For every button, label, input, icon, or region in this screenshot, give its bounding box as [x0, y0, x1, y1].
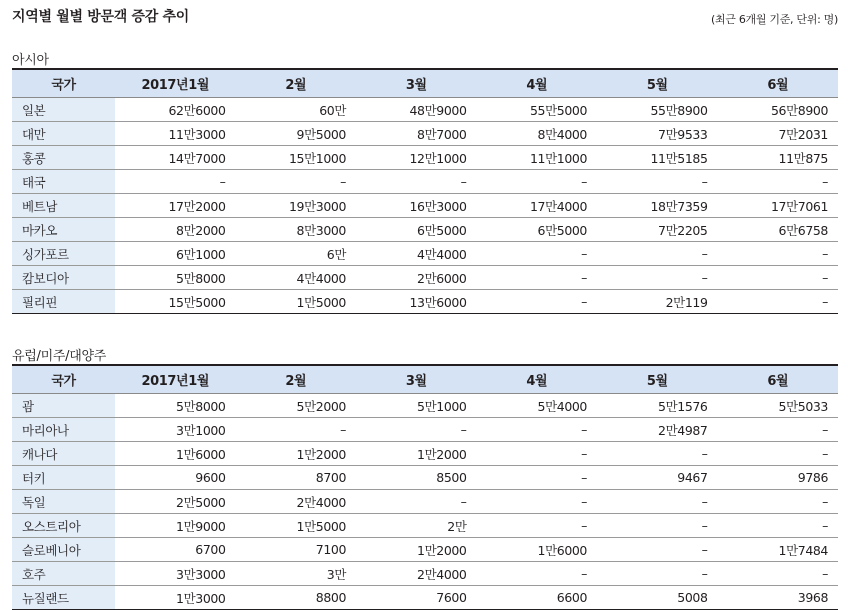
visitor-count-cell: 17만7061	[718, 194, 839, 218]
visitor-count-cell: 15만1000	[236, 146, 357, 170]
visitor-count-cell: –	[477, 266, 598, 290]
visitor-count-cell: 6만6758	[718, 218, 839, 242]
visitor-count-cell: 9786	[718, 466, 839, 490]
visitor-count-cell: 4만4000	[236, 266, 357, 290]
header-month: 6월	[718, 69, 839, 98]
visitor-count-cell: 2만119	[597, 290, 718, 314]
visitor-count-cell: 3968	[718, 586, 839, 610]
visitor-count-cell: 62만6000	[115, 98, 236, 122]
visitor-count-cell: –	[477, 466, 598, 490]
visitor-count-cell: 9600	[115, 466, 236, 490]
visitor-count-cell: 2만5000	[115, 490, 236, 514]
visitor-count-cell: 1만2000	[356, 442, 477, 466]
visitor-count-cell: –	[718, 266, 839, 290]
header-country: 국가	[12, 69, 115, 98]
visitor-count-cell: 48만9000	[356, 98, 477, 122]
visitor-count-cell: 6700	[115, 538, 236, 562]
visitor-count-cell: 1만6000	[477, 538, 598, 562]
table-row	[12, 146, 838, 170]
visitor-count-cell: 6만5000	[477, 218, 598, 242]
header-month: 4월	[477, 365, 598, 394]
visitor-count-cell: 2만	[356, 514, 477, 538]
visitor-count-cell: –	[477, 242, 598, 266]
header-month: 5월	[597, 69, 718, 98]
visitor-count-cell: 8만2000	[115, 218, 236, 242]
visitor-count-cell: 15만5000	[115, 290, 236, 314]
visitor-count-cell: 1만5000	[236, 514, 357, 538]
asia-visitor-table	[12, 68, 838, 314]
visitor-count-cell: 4만4000	[356, 242, 477, 266]
table-row	[12, 490, 838, 514]
visitor-count-cell: 8500	[356, 466, 477, 490]
table-row	[12, 194, 838, 218]
visitor-count-cell: 5만5033	[718, 394, 839, 418]
table-row	[12, 170, 838, 194]
visitor-count-cell: 2만4000	[356, 562, 477, 586]
unit-note: (최근 6개월 기준, 단위: 명)	[710, 13, 838, 26]
visitor-count-cell: 17만4000	[477, 194, 598, 218]
visitor-count-cell: –	[597, 490, 718, 514]
visitor-count-cell: 8800	[236, 586, 357, 610]
visitor-count-cell: 7600	[356, 586, 477, 610]
visitor-count-cell: –	[356, 418, 477, 442]
header-month: 4월	[477, 69, 598, 98]
visitor-count-cell: –	[236, 418, 357, 442]
visitor-count-cell: 8만7000	[356, 122, 477, 146]
visitor-count-cell: 19만3000	[236, 194, 357, 218]
visitor-count-cell: 16만3000	[356, 194, 477, 218]
visitor-count-cell: –	[718, 514, 839, 538]
header-country: 국가	[12, 365, 115, 394]
visitor-count-cell: 8700	[236, 466, 357, 490]
visitor-count-cell: 56만8900	[718, 98, 839, 122]
table-row	[12, 514, 838, 538]
visitor-count-cell: 17만2000	[115, 194, 236, 218]
header-month: 2월	[236, 69, 357, 98]
visitor-count-cell: –	[356, 170, 477, 194]
visitor-count-cell: –	[477, 418, 598, 442]
visitor-count-cell: –	[477, 514, 598, 538]
visitor-count-cell: 6600	[477, 586, 598, 610]
visitor-count-cell: 1만2000	[356, 538, 477, 562]
visitor-count-cell: 2만6000	[356, 266, 477, 290]
visitor-count-cell: –	[718, 290, 839, 314]
visitor-count-cell: 14만7000	[115, 146, 236, 170]
visitor-count-cell: 5만1576	[597, 394, 718, 418]
visitor-count-cell: 18만7359	[597, 194, 718, 218]
table-header-row	[12, 365, 838, 394]
country-cell: 홍콩	[12, 146, 115, 170]
section-title-asia: 아시아	[12, 53, 49, 68]
visitor-count-cell: 2만4000	[236, 490, 357, 514]
visitor-count-cell: –	[597, 562, 718, 586]
table-row	[12, 218, 838, 242]
visitor-count-cell: 12만1000	[356, 146, 477, 170]
table-row	[12, 586, 838, 610]
country-cell: 터키	[12, 466, 115, 490]
visitor-count-cell: 1만7484	[718, 538, 839, 562]
country-cell: 슬로베니아	[12, 538, 115, 562]
visitor-count-cell: 55만8900	[597, 98, 718, 122]
visitor-count-cell: –	[718, 442, 839, 466]
visitor-count-cell: –	[718, 170, 839, 194]
visitor-count-cell: 5만8000	[115, 394, 236, 418]
visitor-count-cell: –	[236, 170, 357, 194]
table-row	[12, 562, 838, 586]
header-month: 2월	[236, 365, 357, 394]
country-cell: 캐나다	[12, 442, 115, 466]
visitor-count-cell: 1만2000	[236, 442, 357, 466]
visitor-count-cell: 13만6000	[356, 290, 477, 314]
header-month: 2017년1월	[115, 69, 236, 98]
visitor-count-cell: 7만2031	[718, 122, 839, 146]
visitor-count-cell: 9467	[597, 466, 718, 490]
visitor-count-cell: 5만2000	[236, 394, 357, 418]
country-cell: 뉴질랜드	[12, 586, 115, 610]
table-row	[12, 290, 838, 314]
visitor-count-cell: 5만8000	[115, 266, 236, 290]
table-row	[12, 266, 838, 290]
visitor-count-cell: 60만	[236, 98, 357, 122]
visitor-count-cell: 7만9533	[597, 122, 718, 146]
visitor-count-cell: 11만1000	[477, 146, 598, 170]
visitor-count-cell: 3만1000	[115, 418, 236, 442]
visitor-count-cell: –	[477, 290, 598, 314]
header-month: 5월	[597, 365, 718, 394]
country-cell: 싱가포르	[12, 242, 115, 266]
visitor-count-cell: 6만5000	[356, 218, 477, 242]
visitor-count-cell: 1만9000	[115, 514, 236, 538]
country-cell: 필리핀	[12, 290, 115, 314]
visitor-count-cell: –	[356, 490, 477, 514]
visitor-count-cell: 11만875	[718, 146, 839, 170]
visitor-count-cell: 11만5185	[597, 146, 718, 170]
visitor-count-cell: 8만3000	[236, 218, 357, 242]
visitor-count-cell: –	[718, 418, 839, 442]
country-cell: 대만	[12, 122, 115, 146]
visitor-count-cell: –	[477, 170, 598, 194]
country-cell: 괌	[12, 394, 115, 418]
visitor-count-cell: –	[597, 538, 718, 562]
visitor-count-cell: 1만5000	[236, 290, 357, 314]
country-cell: 일본	[12, 98, 115, 122]
header-month: 6월	[718, 365, 839, 394]
country-cell: 베트남	[12, 194, 115, 218]
visitor-count-cell: –	[718, 562, 839, 586]
country-cell: 오스트리아	[12, 514, 115, 538]
visitor-count-cell: 3만	[236, 562, 357, 586]
visitor-count-cell: –	[597, 242, 718, 266]
table-row	[12, 98, 838, 122]
visitor-count-cell: 7만2205	[597, 218, 718, 242]
visitor-count-cell: 11만3000	[115, 122, 236, 146]
visitor-count-cell: –	[597, 266, 718, 290]
visitor-count-cell: 6만	[236, 242, 357, 266]
visitor-count-cell: 5만4000	[477, 394, 598, 418]
visitor-count-cell: –	[597, 514, 718, 538]
visitor-count-cell: 9만5000	[236, 122, 357, 146]
table-row	[12, 466, 838, 490]
table-header-row	[12, 69, 838, 98]
table-row	[12, 122, 838, 146]
visitor-count-cell: 55만5000	[477, 98, 598, 122]
header-month: 2017년1월	[115, 365, 236, 394]
visitor-count-cell: –	[115, 170, 236, 194]
table-row	[12, 538, 838, 562]
country-cell: 독일	[12, 490, 115, 514]
visitor-count-cell: 3만3000	[115, 562, 236, 586]
header-month: 3월	[356, 365, 477, 394]
visitor-count-cell: –	[477, 490, 598, 514]
visitor-count-cell: 6만1000	[115, 242, 236, 266]
visitor-count-cell: 1만3000	[115, 586, 236, 610]
table-row	[12, 418, 838, 442]
table-row	[12, 394, 838, 418]
header-month: 3월	[356, 69, 477, 98]
visitor-count-cell: –	[477, 442, 598, 466]
table-row	[12, 242, 838, 266]
europe-americas-oceania-visitor-table	[12, 364, 838, 610]
visitor-count-cell: 7100	[236, 538, 357, 562]
visitor-count-cell: –	[597, 442, 718, 466]
visitor-count-cell: 5만1000	[356, 394, 477, 418]
country-cell: 태국	[12, 170, 115, 194]
visitor-count-cell: –	[597, 170, 718, 194]
page-title: 지역별 월별 방문객 증감 추이	[12, 9, 189, 25]
visitor-count-cell: 8만4000	[477, 122, 598, 146]
section-title-europe-americas-oceania: 유럽/미주/대양주	[12, 349, 106, 364]
visitor-count-cell: –	[718, 490, 839, 514]
country-cell: 마카오	[12, 218, 115, 242]
visitor-count-cell: 5008	[597, 586, 718, 610]
country-cell: 마리아나	[12, 418, 115, 442]
visitor-count-cell: 2만4987	[597, 418, 718, 442]
visitor-count-cell: –	[718, 242, 839, 266]
country-cell: 호주	[12, 562, 115, 586]
table-row	[12, 442, 838, 466]
country-cell: 캄보디아	[12, 266, 115, 290]
visitor-count-cell: 1만6000	[115, 442, 236, 466]
visitor-count-cell: –	[477, 562, 598, 586]
